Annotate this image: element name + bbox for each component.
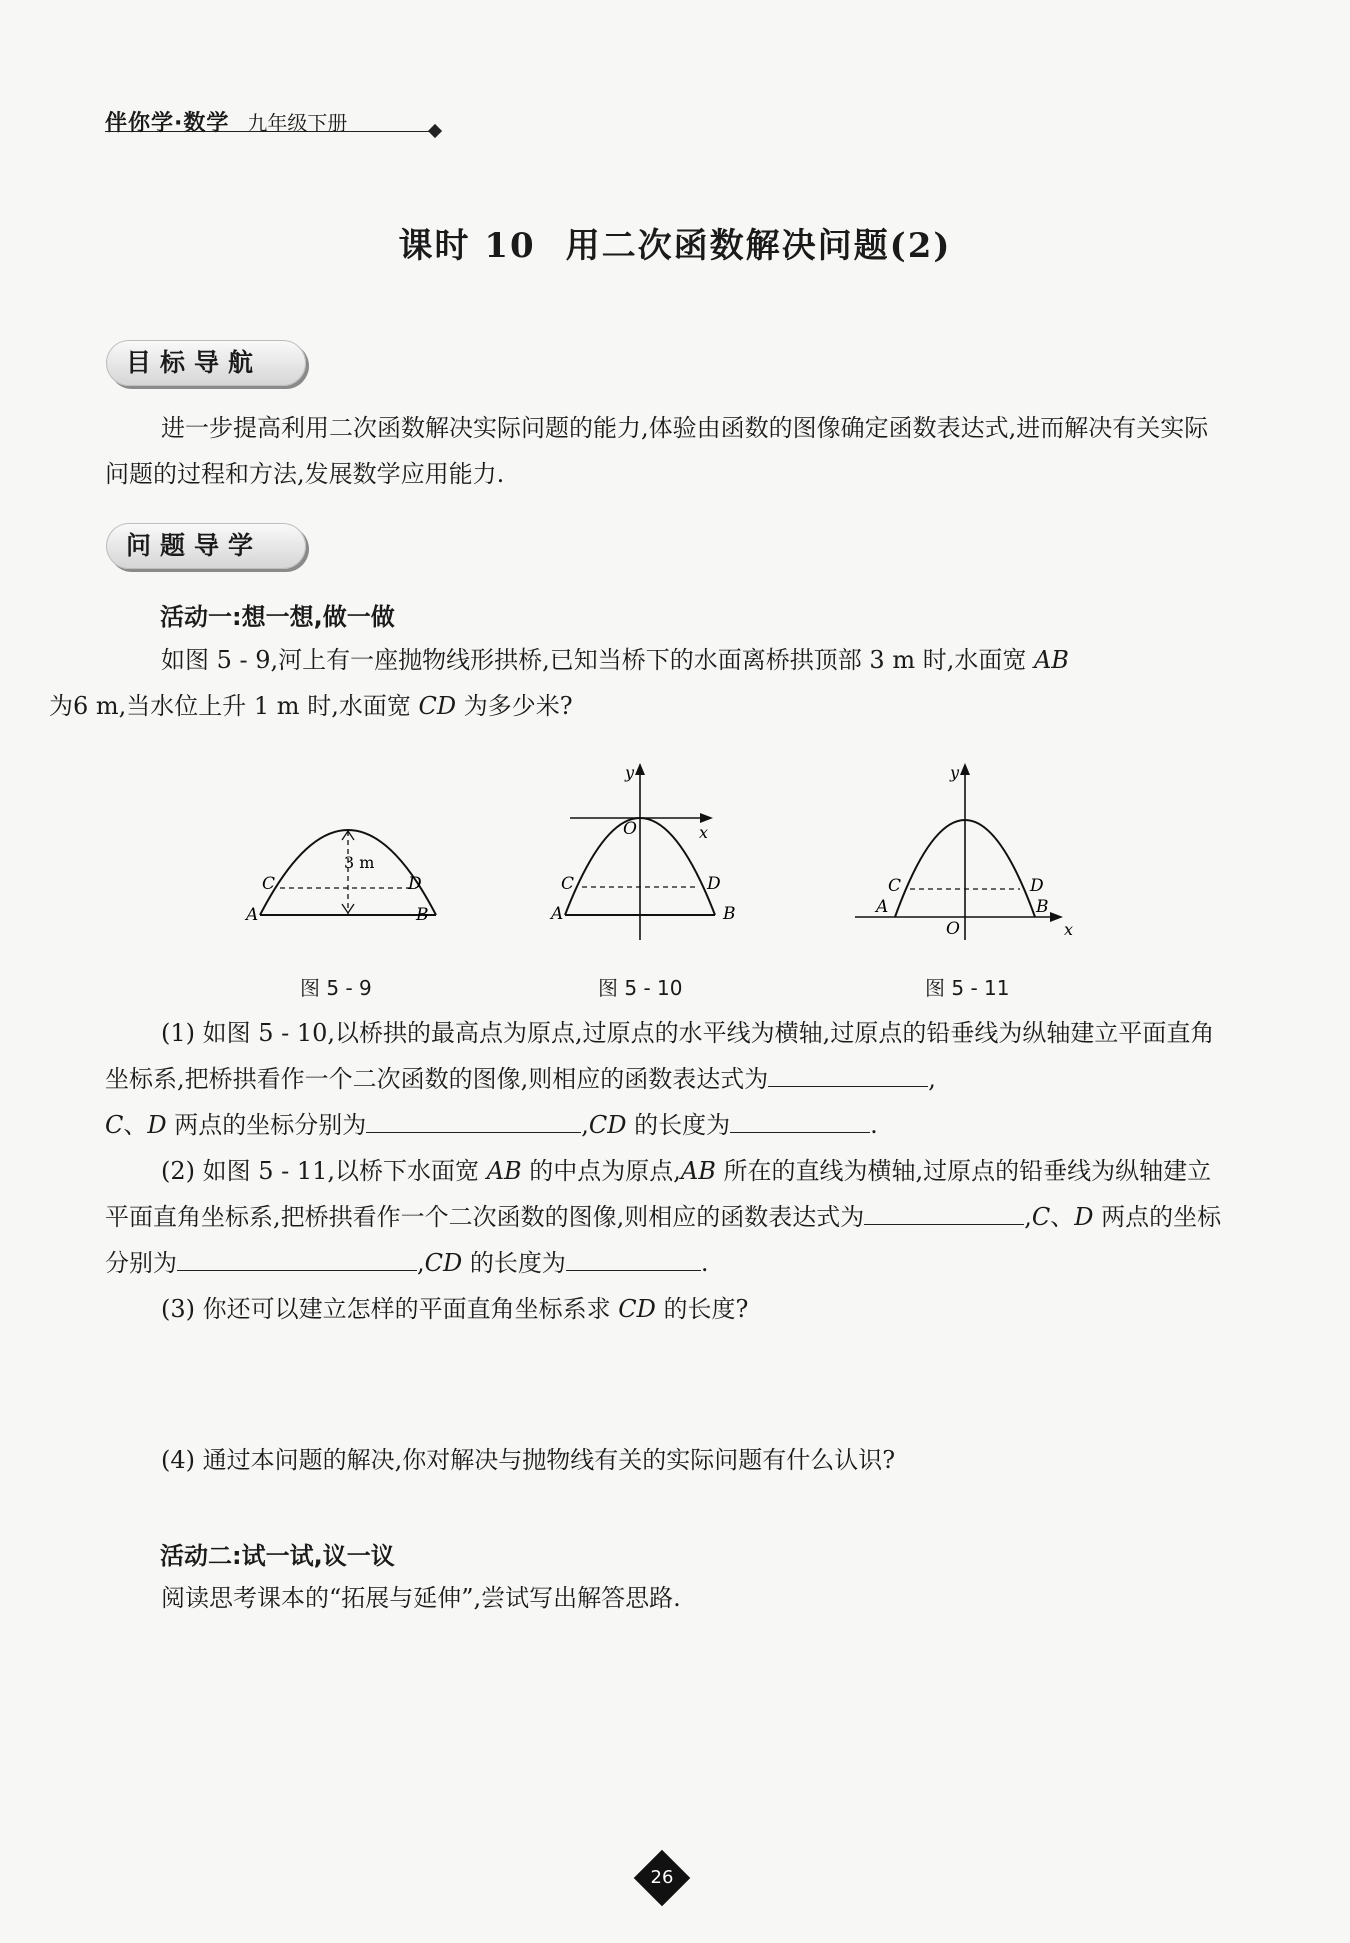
q2-text: (2) 如图 5 - 11,以桥下水面宽 AB 的中点为原点,AB 所在的直线为横轴,过原点的铅垂线为纵轴建立平面直角坐标系,把桥拱看作一个二次函数的图像,则相应的函数表达式为 ,C、D 两点的坐标分别为 ,CD 的长度为 . [105, 1157, 1222, 1277]
q1-coords-blank[interactable] [366, 1102, 581, 1133]
fig9-label-a: A [246, 905, 259, 925]
goal-text: 进一步提高利用二次函数解决实际问题的能力,体验由函数的图像确定函数表达式,进而解决有关实际问题的过程和方法,发展数学应用能力. [105, 414, 1209, 488]
q3-text: (3) 你还可以建立怎样的平面直角坐标系求 CD 的长度? [161, 1295, 749, 1323]
activity2-paragraph [105, 1575, 1225, 1621]
figure-5-9 [240, 800, 460, 970]
q1-text: (1) 如图 5 - 10,以桥拱的最高点为原点,过原点的水平线为横轴,过原点的铅垂线为纵轴建立平面直角坐标系,把桥拱看作一个二次函数的图像,则相应的函数表达式为 , [105, 1019, 1215, 1093]
fig10-label-a: A [551, 904, 564, 924]
fig10-label-c: C [561, 874, 575, 894]
activity1-heading: 活动一:想一想,做一做 [160, 603, 395, 631]
fig11-label-d: D [1030, 876, 1044, 896]
question-2 [105, 1148, 1225, 1286]
running-header [105, 106, 347, 137]
figure-5-10 [545, 755, 785, 945]
fig11-label-o: O [946, 919, 960, 939]
q1-coords-line: C、D 两点的坐标分别为 ,CD 的长度为 . [105, 1102, 1225, 1148]
figure-5-11 [850, 755, 1090, 945]
q2-length-blank[interactable] [566, 1240, 701, 1271]
fig9-label-b: B [416, 905, 429, 925]
series-title: 伴你学·数学 [105, 111, 230, 136]
fig9-label-c: C [262, 874, 276, 894]
fig10-label-y: y [625, 763, 635, 782]
goal-paragraph [105, 405, 1225, 497]
fig11-label-b: B [1036, 897, 1049, 917]
section-badge-guide: 问题导学 [106, 523, 306, 569]
activity1-intro-text: 如图 5 - 9,河上有一座抛物线形拱桥,已知当桥下的水面离桥拱顶部 3 m 时,水面宽 AB 为6 m,当水位上升 1 m 时,水面宽 CD 为多少米? [49, 646, 1069, 720]
fig10-label-d: D [707, 874, 721, 894]
question-4 [105, 1437, 1225, 1483]
fig10-label-b: B [723, 904, 736, 924]
header-diamond-ornament [428, 124, 442, 138]
fig9-caption: 图 5 - 9 [300, 976, 372, 1000]
fig11-label-y: y [950, 763, 960, 782]
question-3 [105, 1286, 1225, 1332]
fig11-label-c: C [888, 876, 902, 896]
q1-length-blank[interactable] [730, 1102, 870, 1133]
grade-label: 九年级下册 [247, 111, 348, 135]
fig10-caption: 图 5 - 10 [598, 976, 683, 1000]
q4-text: (4) 通过本问题的解决,你对解决与抛物线有关的实际问题有什么认识? [161, 1446, 896, 1474]
activity2-text: 阅读思考课本的“拓展与延伸”,尝试写出解答思路. [161, 1584, 681, 1612]
fig11-label-a: A [876, 897, 889, 917]
page-number: 26 [650, 1867, 674, 1888]
q2-coords-blank[interactable] [177, 1240, 417, 1271]
header-rule [105, 131, 435, 132]
fig10-label-x: x [699, 823, 709, 842]
question-1 [105, 1010, 1225, 1148]
activity2-heading: 活动二:试一试,议一议 [160, 1542, 395, 1570]
lesson-number: 课时 10 [398, 226, 536, 266]
fig10-label-o: O [623, 819, 637, 839]
fig11-label-x: x [1064, 920, 1074, 939]
fig9-height-label: 3 m [344, 853, 375, 872]
lesson-title [0, 218, 1350, 267]
activity1-intro [49, 637, 1225, 729]
q2-expression-blank[interactable] [864, 1194, 1024, 1225]
fig11-caption: 图 5 - 11 [925, 976, 1010, 1000]
lesson-topic: 用二次函数解决问题(2) [565, 226, 952, 266]
section-badge-goal: 目标导航 [106, 340, 306, 386]
q1-expression-blank[interactable] [768, 1056, 928, 1087]
fig9-label-d: D [408, 874, 422, 894]
